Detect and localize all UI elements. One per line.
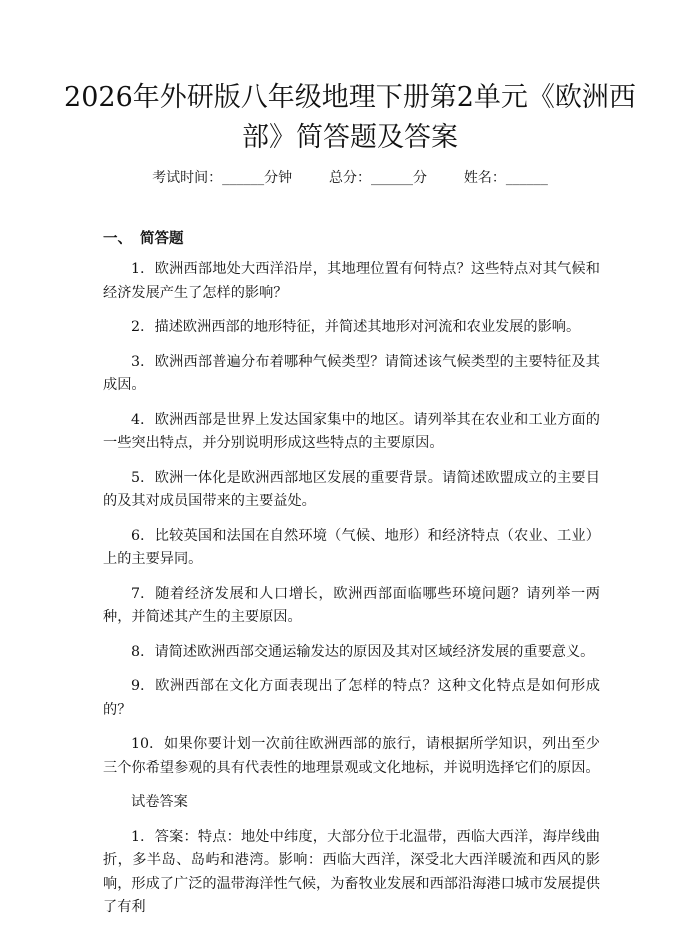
answer-text: 答案：特点：地处中纬度，大部分位于北温带，西临大西洋，海岸线曲折，多半岛、岛屿和港湾。影响：西临大西洋，深受北大西洋暖流和西风的影响，形成了广泛的温带海洋性气候，为畜牧业发展和西部沿海港口城市发展提供了有利 — [103, 828, 600, 915]
question-text: 请简述欧洲西部交通运输发达的原因及其对区域经济发展的重要意义。 — [154, 643, 595, 660]
question-item — [103, 409, 600, 456]
question-number: 3. — [131, 353, 145, 370]
question-text: 描述欧洲西部的地形特征，并简述其地形对河流和农业发展的影响。 — [154, 319, 581, 335]
question-text: 随着经济发展和人口增长，欧洲西部面临哪些环境问题？请列举一两种，并简述其产生的主要原因。 — [103, 585, 600, 625]
score-unit: 分 — [413, 170, 427, 186]
answer-number: 1. — [131, 828, 145, 845]
question-item — [103, 641, 600, 665]
answers-heading: 试卷答案 — [131, 794, 188, 810]
question-number: 1. — [131, 261, 145, 277]
name-label: 姓名： — [463, 170, 506, 186]
exam-time-unit: 分钟 — [264, 170, 293, 186]
score-blank: ______ — [371, 170, 413, 186]
section-heading — [103, 229, 184, 249]
question-number: 4. — [131, 411, 145, 428]
question-text: 欧洲西部地处大西洋沿岸，其地理位置有何特点？这些特点对其气候和经济发展产生了怎样的影响？ — [103, 261, 600, 301]
question-item — [103, 525, 600, 572]
section-number: 一、 — [103, 230, 132, 247]
exam-time-blank: ______ — [222, 170, 265, 186]
question-number: 8. — [131, 643, 145, 660]
score-label: 总分： — [329, 170, 371, 186]
question-text: 欧洲西部在文化方面表现出了怎样的特点？这种文化特点是如何形成的？ — [103, 678, 600, 718]
question-number: 5. — [131, 469, 145, 486]
question-item — [103, 467, 600, 514]
question-text: 欧洲西部是世界上发达国家集中的地区。请列举其在农业和工业方面的一些突出特点，并分别说明形成这些特点的主要原因。 — [103, 411, 600, 451]
exam-info-line — [0, 168, 700, 188]
question-item — [103, 583, 600, 630]
question-item — [103, 258, 600, 305]
document-title: 2026年外研版八年级地理下册第2单元《欧洲西部》简答题及答案 — [64, 82, 636, 153]
question-text: 欧洲一体化是欧洲西部地区发展的重要背景。请简述欧盟成立的主要目的及其对成员国带来的主要益处。 — [103, 469, 600, 509]
question-number: 7. — [131, 585, 145, 602]
question-item — [103, 351, 600, 398]
answer-item — [103, 826, 600, 920]
question-text: 欧洲西部普遍分布着哪种气候类型？请简述该气候类型的主要特征及其成因。 — [103, 353, 600, 393]
question-item — [103, 733, 600, 780]
question-number: 9. — [131, 678, 145, 694]
question-number: 6. — [131, 527, 145, 544]
question-number: 10. — [131, 736, 154, 752]
question-item — [103, 675, 600, 722]
exam-time-label: 考试时间： — [152, 170, 223, 186]
question-text: 比较英国和法国在自然环境（气候、地形）和经济特点（农业、工业）上的主要异同。 — [103, 527, 600, 567]
question-item — [103, 316, 600, 340]
section-title: 简答题 — [140, 230, 184, 247]
question-number: 2. — [131, 319, 145, 335]
name-blank: ______ — [505, 170, 548, 186]
question-list — [103, 258, 600, 931]
question-text: 如果你要计划一次前往欧洲西部的旅行，请根据所学知识，列出至少三个你希望参观的具有代表性的地理景观或文化地标，并说明选择它们的原因。 — [103, 736, 600, 776]
